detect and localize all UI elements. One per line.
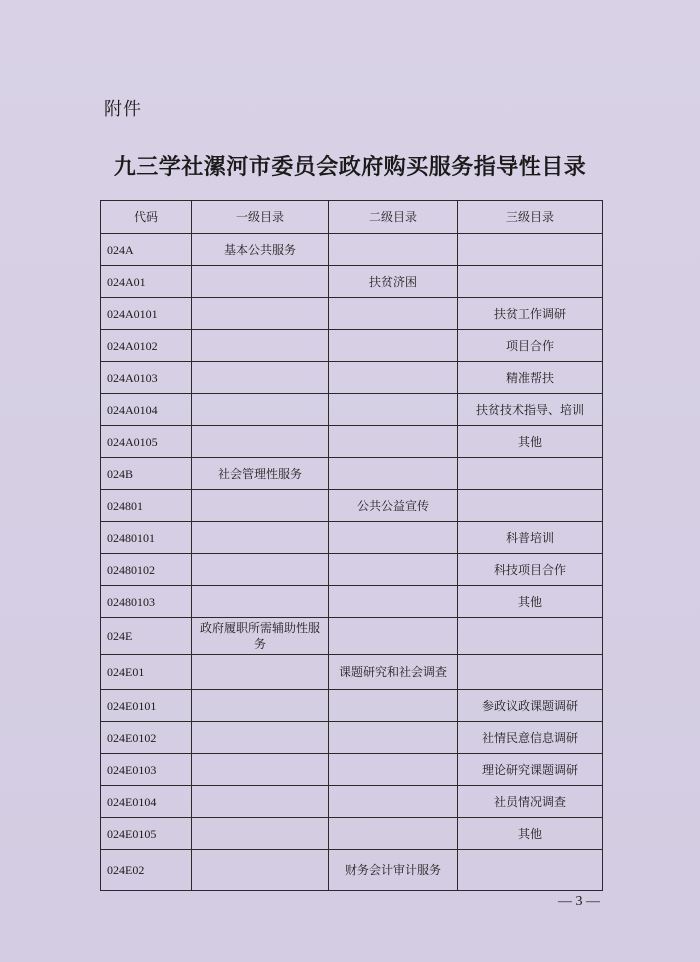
table-row (101, 394, 603, 426)
code-cell: 024E0101 (101, 690, 192, 722)
code-cell: 024E02 (101, 850, 192, 891)
level1-cell (192, 818, 329, 850)
level2-cell (329, 522, 458, 554)
level2-cell (329, 618, 458, 655)
attachment-label: 附件 (104, 99, 142, 120)
page-number: — 3 — (558, 894, 600, 909)
service-catalog-table (100, 200, 603, 891)
code-cell: 024801 (101, 490, 192, 522)
level1-cell (192, 362, 329, 394)
table-row (101, 818, 603, 850)
code-cell: 024A0103 (101, 362, 192, 394)
table-row (101, 362, 603, 394)
level1-cell (192, 655, 329, 690)
code-cell: 024A0105 (101, 426, 192, 458)
level2-cell (329, 722, 458, 754)
code-cell: 024A0102 (101, 330, 192, 362)
table-row (101, 618, 603, 655)
table-row (101, 522, 603, 554)
level1-cell: 基本公共服务 (192, 234, 329, 266)
table-row (101, 330, 603, 362)
level1-cell (192, 554, 329, 586)
level2-cell (329, 586, 458, 618)
code-cell: 02480101 (101, 522, 192, 554)
level1-cell (192, 690, 329, 722)
level2-cell (329, 362, 458, 394)
level3-cell (458, 655, 603, 690)
level3-cell: 社情民意信息调研 (458, 722, 603, 754)
level1-cell (192, 298, 329, 330)
level3-cell: 科技项目合作 (458, 554, 603, 586)
code-cell: 024E0104 (101, 786, 192, 818)
level3-cell: 理论研究课题调研 (458, 754, 603, 786)
level2-cell: 扶贫济困 (329, 266, 458, 298)
level1-cell (192, 786, 329, 818)
table-row (101, 490, 603, 522)
level1-cell (192, 522, 329, 554)
level3-cell (458, 458, 603, 490)
level2-cell: 课题研究和社会调查 (329, 655, 458, 690)
code-cell: 024E0103 (101, 754, 192, 786)
table-row (101, 298, 603, 330)
level3-cell (458, 234, 603, 266)
code-cell: 02480103 (101, 586, 192, 618)
code-cell: 024A (101, 234, 192, 266)
code-cell: 024B (101, 458, 192, 490)
code-cell: 024A01 (101, 266, 192, 298)
code-cell: 024E (101, 618, 192, 655)
level3-cell: 其他 (458, 426, 603, 458)
code-cell: 02480102 (101, 554, 192, 586)
level3-cell: 项目合作 (458, 330, 603, 362)
level3-cell (458, 490, 603, 522)
table-row (101, 586, 603, 618)
level1-cell (192, 754, 329, 786)
level3-cell: 扶贫技术指导、培训 (458, 394, 603, 426)
level3-cell: 其他 (458, 818, 603, 850)
header-level3: 三级目录 (458, 201, 603, 234)
level1-cell (192, 490, 329, 522)
level2-cell: 公共公益宣传 (329, 490, 458, 522)
table-row (101, 722, 603, 754)
level1-cell (192, 330, 329, 362)
level3-cell: 精准帮扶 (458, 362, 603, 394)
table-row (101, 690, 603, 722)
table-row (101, 754, 603, 786)
level1-cell (192, 426, 329, 458)
code-cell: 024A0104 (101, 394, 192, 426)
level1-cell (192, 394, 329, 426)
table-row (101, 554, 603, 586)
level2-cell (329, 330, 458, 362)
code-cell: 024E0102 (101, 722, 192, 754)
document-title: 九三学社漯河市委员会政府购买服务指导性目录 (113, 154, 587, 180)
table-header-row (101, 201, 603, 234)
level2-cell (329, 818, 458, 850)
level3-cell: 其他 (458, 586, 603, 618)
level3-cell: 科普培训 (458, 522, 603, 554)
level1-cell (192, 586, 329, 618)
code-cell: 024E01 (101, 655, 192, 690)
level1-cell: 政府履职所需辅助性服务 (192, 618, 329, 655)
level2-cell (329, 234, 458, 266)
level2-cell (329, 394, 458, 426)
level1-cell: 社会管理性服务 (192, 458, 329, 490)
level1-cell (192, 722, 329, 754)
level3-cell: 扶贫工作调研 (458, 298, 603, 330)
level2-cell (329, 786, 458, 818)
level3-cell (458, 266, 603, 298)
level2-cell (329, 298, 458, 330)
code-cell: 024A0101 (101, 298, 192, 330)
level2-cell: 财务会计审计服务 (329, 850, 458, 891)
table-row (101, 426, 603, 458)
level2-cell (329, 426, 458, 458)
table-row (101, 266, 603, 298)
table-row (101, 458, 603, 490)
level2-cell (329, 554, 458, 586)
level2-cell (329, 458, 458, 490)
level3-cell (458, 618, 603, 655)
header-code: 代码 (101, 201, 192, 234)
level2-cell (329, 690, 458, 722)
level2-cell (329, 754, 458, 786)
header-level1: 一级目录 (192, 201, 329, 234)
level1-cell (192, 266, 329, 298)
level1-cell (192, 850, 329, 891)
level3-cell: 参政议政课题调研 (458, 690, 603, 722)
level3-cell (458, 850, 603, 891)
table-row (101, 786, 603, 818)
level3-cell: 社员情况调查 (458, 786, 603, 818)
code-cell: 024E0105 (101, 818, 192, 850)
table-row (101, 850, 603, 891)
table-row (101, 655, 603, 690)
header-level2: 二级目录 (329, 201, 458, 234)
table-row (101, 234, 603, 266)
